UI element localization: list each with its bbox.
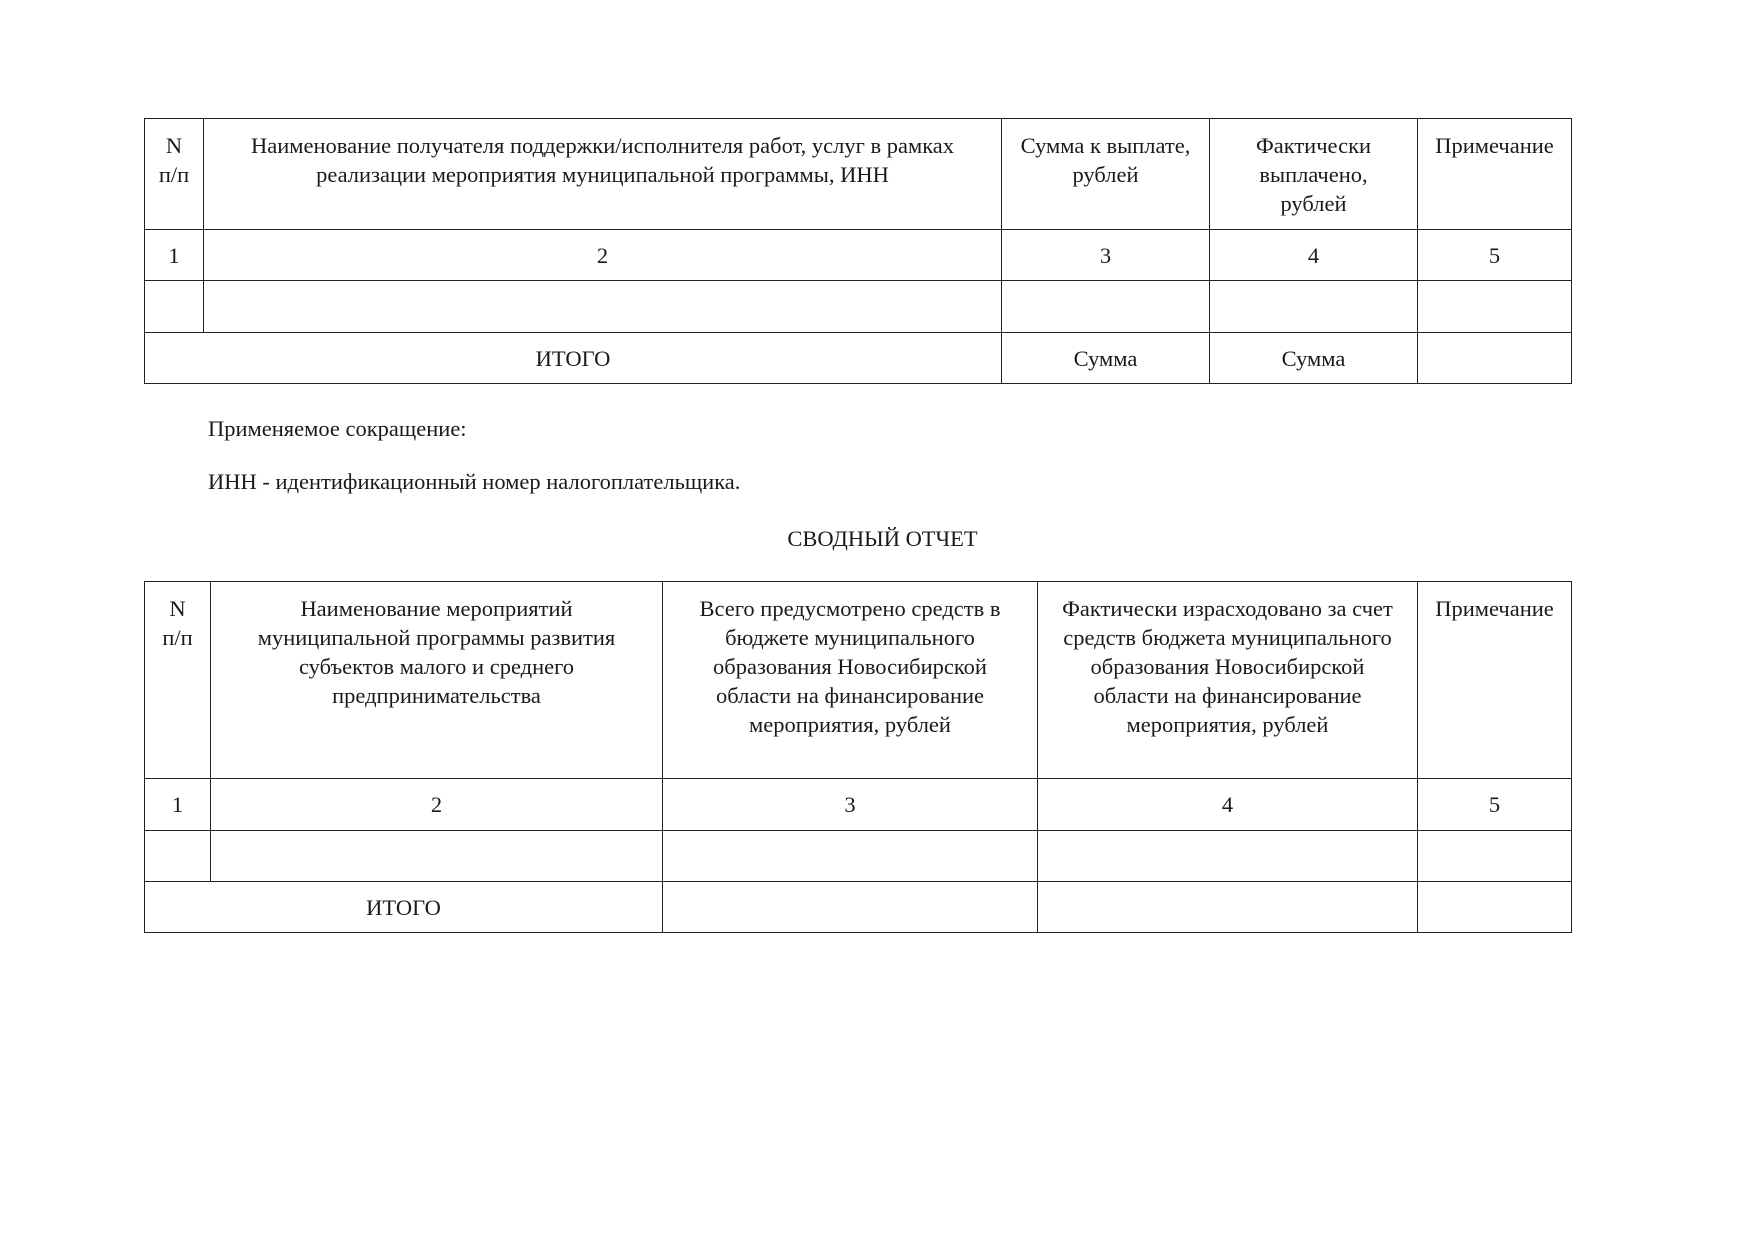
abbreviations-heading: Применяемое сокращение: (208, 416, 467, 441)
column-number-row (145, 230, 1572, 281)
total-row (145, 882, 1572, 933)
total-actually-spent (1038, 882, 1418, 933)
column-number: 5 (1418, 230, 1572, 281)
total-amount-due: Сумма (1002, 333, 1210, 384)
report-title: СВОДНЫЙ ОТЧЕТ (787, 526, 978, 551)
total-note (1418, 882, 1572, 933)
empty-cell (1038, 831, 1418, 882)
table-header-row (145, 119, 1572, 230)
header-cell-activities: Наименование мероприятий муниципальной программы развития субъектов малого и среднего предпринимательства (211, 582, 663, 779)
column-number-row (145, 779, 1572, 831)
table-row (145, 281, 1572, 333)
header-cell-recipient: Наименование получателя поддержки/исполнителя работ, услуг в рамках реализации мероприятия муниципальной программы, ИНН (204, 119, 1002, 230)
total-budget-planned (663, 882, 1038, 933)
abbreviation-inn: ИНН - идентификационный номер налогоплательщика. (208, 469, 741, 494)
column-number: 4 (1210, 230, 1418, 281)
header-cell-actually-spent: Фактически израсходовано за счет средств бюджета муниципального образования Новосибирской области на финансирование мероприятия, рублей (1038, 582, 1418, 779)
column-number: 3 (663, 779, 1038, 831)
empty-cell (211, 831, 663, 882)
total-note (1418, 333, 1572, 384)
table-header-row (145, 582, 1572, 779)
empty-cell (663, 831, 1038, 882)
column-number: 2 (211, 779, 663, 831)
column-number: 3 (1002, 230, 1210, 281)
column-number: 2 (204, 230, 1002, 281)
empty-cell (145, 831, 211, 882)
header-cell-number: N п/п (145, 582, 211, 779)
column-number: 1 (145, 230, 204, 281)
header-cell-note: Примечание (1418, 119, 1572, 230)
empty-cell (1418, 831, 1572, 882)
header-cell-amount-due: Сумма к выплате, рублей (1002, 119, 1210, 230)
summary-report-table (144, 581, 1572, 933)
header-cell-note: Примечание (1418, 582, 1572, 779)
total-actually-paid: Сумма (1210, 333, 1418, 384)
column-number: 5 (1418, 779, 1572, 831)
column-number: 1 (145, 779, 211, 831)
total-label: ИТОГО (145, 882, 663, 933)
header-cell-actually-paid: Фактически выплачено, рублей (1210, 119, 1418, 230)
header-cell-budget-planned: Всего предусмотрено средств в бюджете муниципального образования Новосибирской области на финансирование мероприятия, рублей (663, 582, 1038, 779)
empty-cell (1418, 281, 1572, 333)
table-row (145, 831, 1572, 882)
empty-cell (204, 281, 1002, 333)
empty-cell (1002, 281, 1210, 333)
column-number: 4 (1038, 779, 1418, 831)
total-row (145, 333, 1572, 384)
empty-cell (145, 281, 204, 333)
header-cell-number: N п/п (145, 119, 204, 230)
payments-table (144, 118, 1572, 384)
total-label: ИТОГО (145, 333, 1002, 384)
empty-cell (1210, 281, 1418, 333)
